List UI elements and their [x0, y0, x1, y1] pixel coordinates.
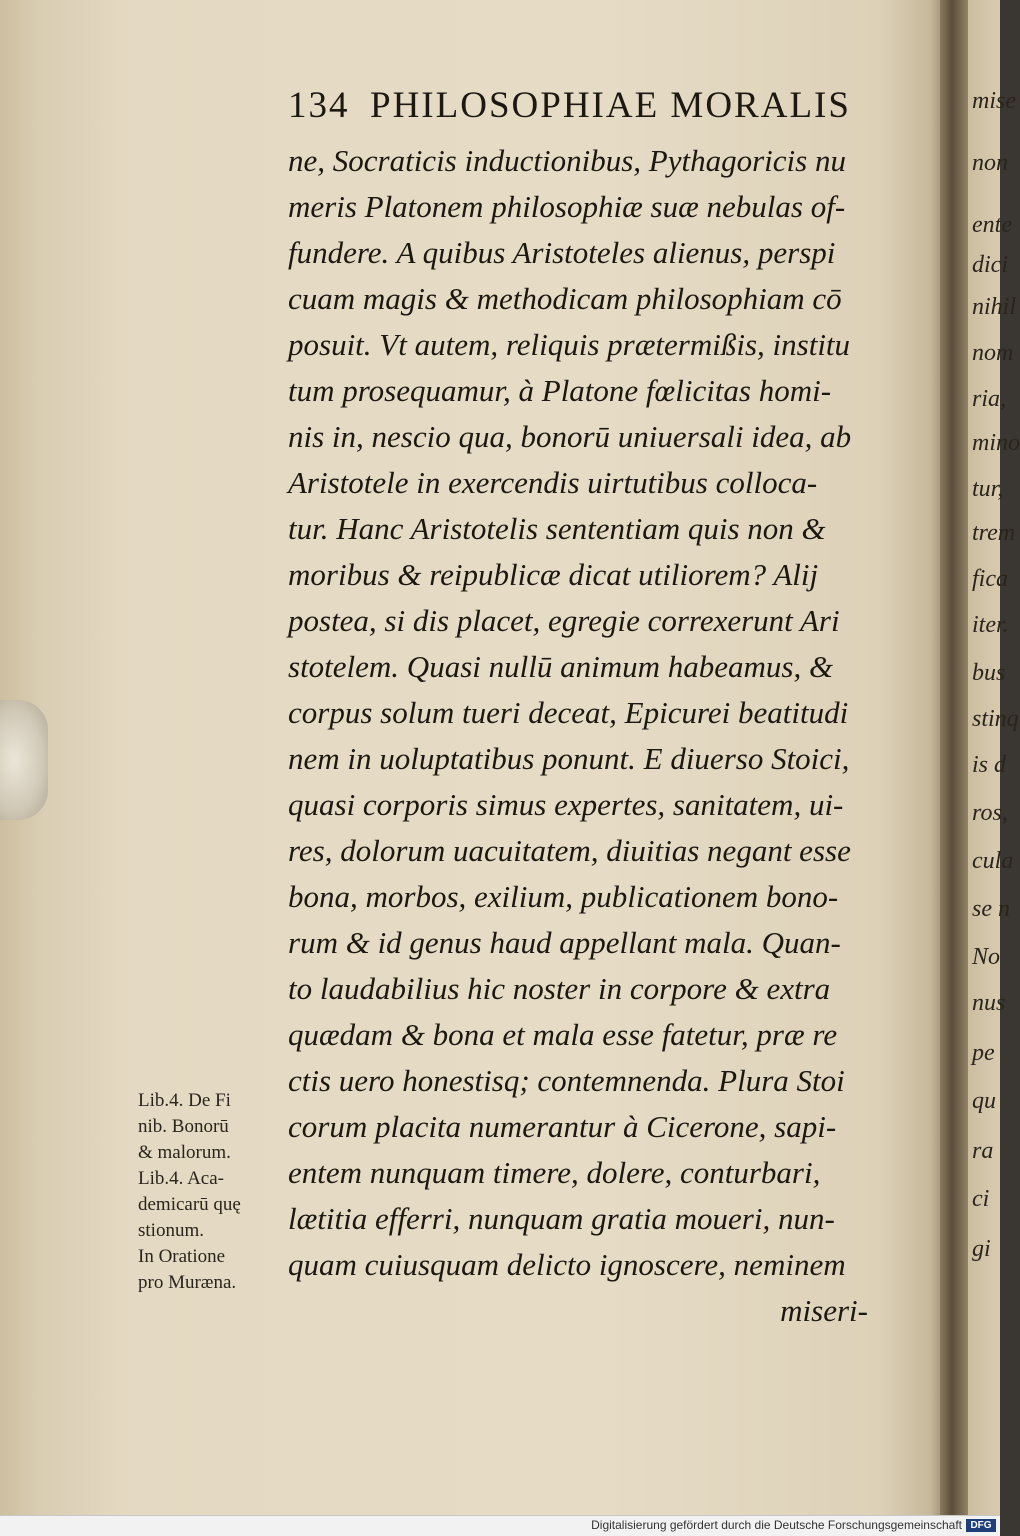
text-line: to laudabilius hic noster in corpore & extra	[288, 971, 831, 1006]
text-line: fundere. A quibus Aristoteles alienus, perspi	[288, 235, 836, 270]
margin-notes	[138, 1088, 298, 1296]
text-line: Aristotele in exercendis uirtutibus colloca-	[288, 465, 818, 500]
running-title: PHILOSOPHIAE MORALIS	[370, 85, 851, 126]
text-line: corum placita numerantur à Cicerone, sapi-	[288, 1109, 837, 1144]
text-line: ctis uero honestisq; contemnenda. Plura Stoi	[288, 1063, 845, 1098]
margin-note: nib. Bonorū	[138, 1116, 229, 1137]
text-line: tum prosequamur, à Platone fœlicitas homi-	[288, 373, 832, 408]
facing-fragment: ros,	[972, 800, 1008, 826]
page-clip	[0, 700, 48, 820]
facing-fragment: iter.	[972, 612, 1009, 638]
facing-fragment: nus	[972, 990, 1006, 1016]
text-line: nem in uoluptatibus ponunt. E diuerso Stoici,	[288, 741, 850, 776]
text-line: ne, Socraticis inductionibus, Pythagoricis nu	[288, 143, 846, 178]
facing-fragment: is d	[972, 752, 1007, 778]
margin-note: Lib.4. Aca-	[138, 1168, 225, 1189]
text-line: corpus solum tueri deceat, Epicurei beatitudi	[288, 695, 849, 730]
text-line: quædam & bona et mala esse fatetur, præ re	[288, 1017, 838, 1052]
facing-fragment: qu	[972, 1088, 996, 1114]
facing-fragment: dici	[972, 252, 1008, 278]
facing-fragment: trem	[972, 520, 1016, 546]
facing-fragment: tur,	[972, 476, 1004, 502]
facing-fragment: ra	[972, 1138, 994, 1164]
facing-fragment: pe	[972, 1040, 995, 1066]
margin-note: Lib.4. De Fi	[138, 1090, 231, 1111]
facing-fragment: nom	[972, 340, 1014, 366]
catchword: miseri-	[780, 1293, 868, 1328]
text-line: moribus & reipublicæ dicat utiliorem? Alij	[288, 557, 819, 592]
text-line: quasi corporis simus expertes, sanitatem, ui-	[288, 787, 844, 822]
facing-fragment: mise	[972, 88, 1016, 114]
text-line: entem nunquam timere, dolere, conturbari,	[288, 1155, 821, 1190]
facing-fragment: nihil	[972, 294, 1017, 320]
text-line: postea, si dis placet, egregie correxerunt Ari	[288, 603, 840, 638]
text-line: cuam magis & methodicam philosophiam cō	[288, 281, 842, 316]
facing-fragment: non	[972, 150, 1008, 176]
text-line: tur. Hanc Aristotelis sententiam quis non &	[288, 511, 826, 546]
text-line: res, dolorum uacuitatem, diuitias negant esse	[288, 833, 851, 868]
facing-fragment: mino	[972, 430, 1020, 456]
text-line: bona, morbos, exilium, publicationem bono-	[288, 879, 839, 914]
text-line: stotelem. Quasi nullū animum habeamus, &	[288, 649, 834, 684]
facing-fragment: cula	[972, 848, 1014, 874]
facing-fragment: gi	[972, 1236, 991, 1262]
margin-note: In Oratione	[138, 1246, 226, 1267]
page-header	[288, 84, 858, 134]
facing-fragment: stinq	[972, 706, 1019, 732]
dfg-logo: DFG	[966, 1519, 996, 1532]
facing-fragment: ente	[972, 212, 1012, 238]
facing-fragment: No	[972, 944, 1001, 970]
facing-fragment: se n	[972, 896, 1010, 922]
text-line: meris Platonem philosophiæ suæ nebulas of-	[288, 189, 846, 224]
book-gutter	[940, 0, 970, 1515]
text-line: rum & id genus haud appellant mala. Quan-	[288, 925, 841, 960]
margin-note: pro Muræna.	[138, 1272, 237, 1293]
text-line: posuit. Vt autem, reliquis prætermißis, institu	[288, 327, 851, 362]
facing-page-edge	[968, 0, 1020, 1515]
facing-fragment: fica	[972, 566, 1008, 592]
funding-notice: Digitalisierung gefördert durch die Deutsche Forschungsgemeinschaft	[591, 1518, 962, 1532]
body-text	[288, 138, 888, 1334]
facing-fragment: bus	[972, 660, 1006, 686]
margin-note: demicarū quę	[138, 1194, 241, 1215]
facing-fragment: ria,	[972, 386, 1007, 412]
text-line: quam cuiusquam delicto ignoscere, neminem	[288, 1247, 846, 1282]
facing-fragment: ci	[972, 1186, 990, 1212]
footer-bar	[0, 1515, 1000, 1536]
text-line: nis in, nescio qua, bonorū uniuersali idea, ab	[288, 419, 852, 454]
margin-note: & malorum.	[138, 1142, 231, 1163]
page-number: 134	[288, 85, 350, 126]
margin-note: stionum.	[138, 1220, 204, 1241]
text-line: lætitia efferri, nunquam gratia moueri, nun-	[288, 1201, 835, 1236]
